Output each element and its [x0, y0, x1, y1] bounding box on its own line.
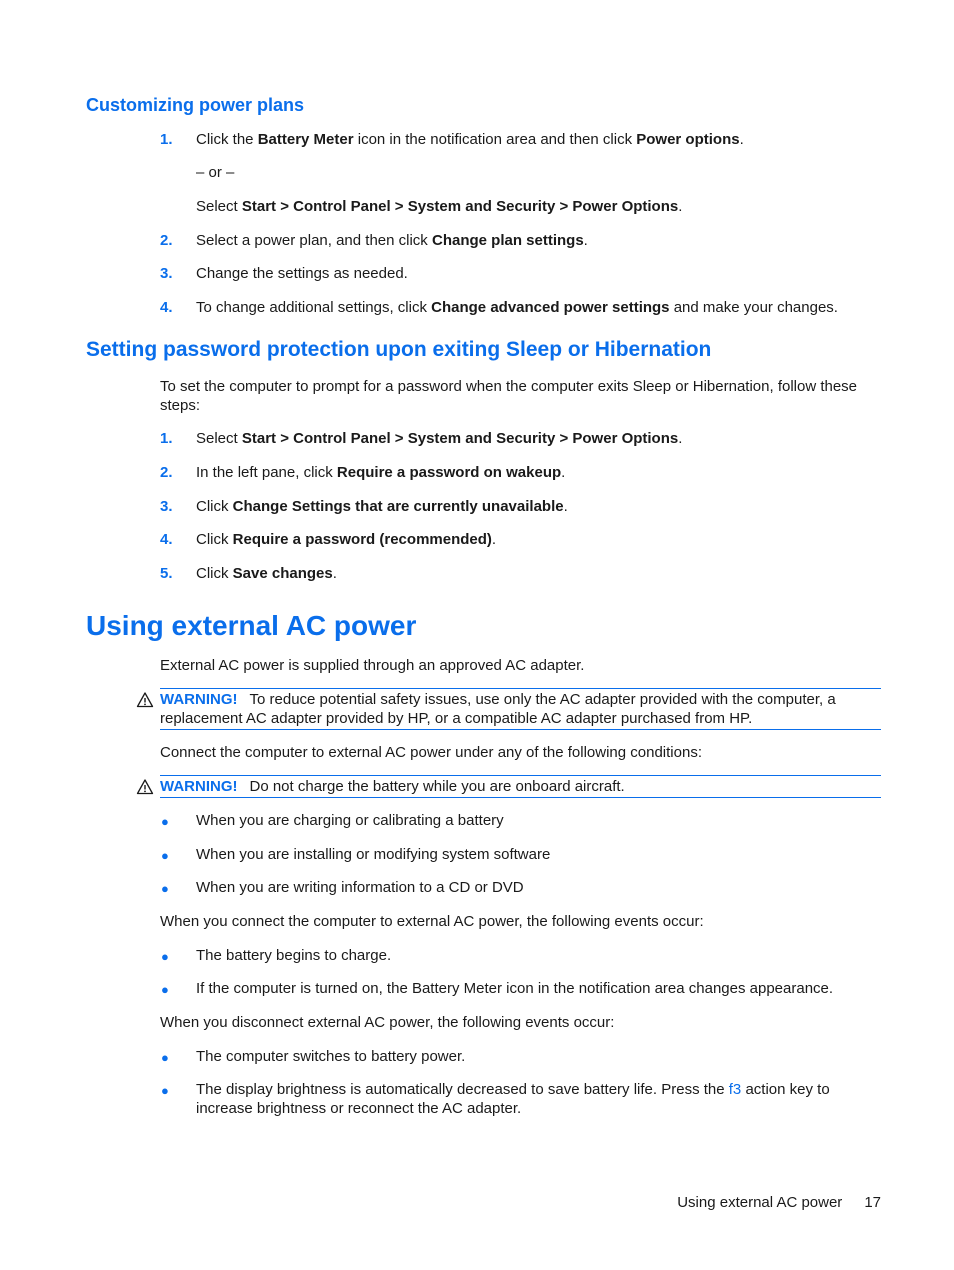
warning-triangle-icon: [136, 691, 154, 709]
step-text: Click Change Settings that are currently unavailable.: [196, 498, 568, 515]
step-text: Click Require a password (recommended).: [196, 531, 497, 548]
list-item: When you are installing or modifying system software: [196, 846, 551, 863]
bullet: ●: [161, 1083, 169, 1098]
step-number: 2.: [160, 464, 173, 481]
warning-label: WARNING!: [160, 691, 238, 708]
step-text: To change additional settings, click Change advanced power settings and make your changes.: [196, 299, 838, 316]
list-item: The display brightness is automatically decreased to save battery life. Press the f3 action key to increase brightness or reconnect the AC adapter.: [196, 1081, 830, 1117]
heading-password-protection: Setting password protection upon exiting Sleep or Hibernation: [86, 338, 712, 361]
step-text: Change the settings as needed.: [196, 265, 408, 282]
paragraph: Connect the computer to external AC power under any of the following conditions:: [160, 744, 702, 761]
step-text: In the left pane, click Require a password on wakeup.: [196, 464, 566, 481]
step-text: Click the Battery Meter icon in the notification area and then click Power options.: [196, 131, 744, 148]
bullet: ●: [161, 848, 169, 863]
warning-box: [160, 688, 881, 730]
list-item: When you are writing information to a CD or DVD: [196, 879, 524, 896]
step-text: Select Start > Control Panel > System and Security > Power Options.: [196, 430, 683, 447]
f3-key-link[interactable]: f3: [728, 1081, 742, 1098]
warning-box: [160, 775, 881, 798]
bullet: ●: [161, 982, 169, 997]
page-footer: [640, 1193, 881, 1212]
bullet: ●: [161, 1050, 169, 1065]
warning-text: To reduce potential safety issues, use only the AC adapter provided with the computer, a replacement AC adapter provided by HP, or a compatible AC adapter purchased from HP.: [160, 691, 836, 727]
bullet: ●: [161, 814, 169, 829]
warning-text: Do not charge the battery while you are onboard aircraft.: [249, 778, 625, 795]
list-item: If the computer is turned on, the Battery Meter icon in the notification area changes appearance.: [196, 980, 834, 997]
step-number: 4.: [160, 299, 173, 316]
paragraph: When you disconnect external AC power, the following events occur:: [160, 1014, 615, 1031]
section-intro: To set the computer to prompt for a password when the computer exits Sleep or Hibernation, follow these steps:: [160, 378, 858, 414]
step-number: 1.: [160, 131, 173, 148]
bullet: ●: [161, 881, 169, 896]
step-alt-text: Select Start > Control Panel > System and Security > Power Options.: [196, 198, 683, 215]
step-number: 2.: [160, 232, 173, 249]
page-number: 17: [864, 1194, 881, 1211]
list-item: When you are charging or calibrating a battery: [196, 812, 504, 829]
warning-triangle-icon: [136, 778, 154, 796]
warning-label: WARNING!: [160, 778, 238, 795]
section-intro: External AC power is supplied through an approved AC adapter.: [160, 657, 585, 674]
step-number: 5.: [160, 565, 173, 582]
paragraph: When you connect the computer to external AC power, the following events occur:: [160, 913, 704, 930]
step-text: Select a power plan, and then click Change plan settings.: [196, 232, 588, 249]
step-number: 3.: [160, 498, 173, 515]
step-text: Click Save changes.: [196, 565, 337, 582]
step-number: 4.: [160, 531, 173, 548]
step-number: 1.: [160, 430, 173, 447]
or-separator: – or –: [196, 164, 235, 181]
footer-title: Using external AC power: [677, 1194, 843, 1211]
heading-using-external-ac-power: Using external AC power: [86, 610, 417, 641]
list-item: The battery begins to charge.: [196, 947, 392, 964]
bullet: ●: [161, 949, 169, 964]
list-item: The computer switches to battery power.: [196, 1048, 466, 1065]
step-number: 3.: [160, 265, 173, 282]
heading-customizing-power-plans: Customizing power plans: [86, 95, 305, 115]
